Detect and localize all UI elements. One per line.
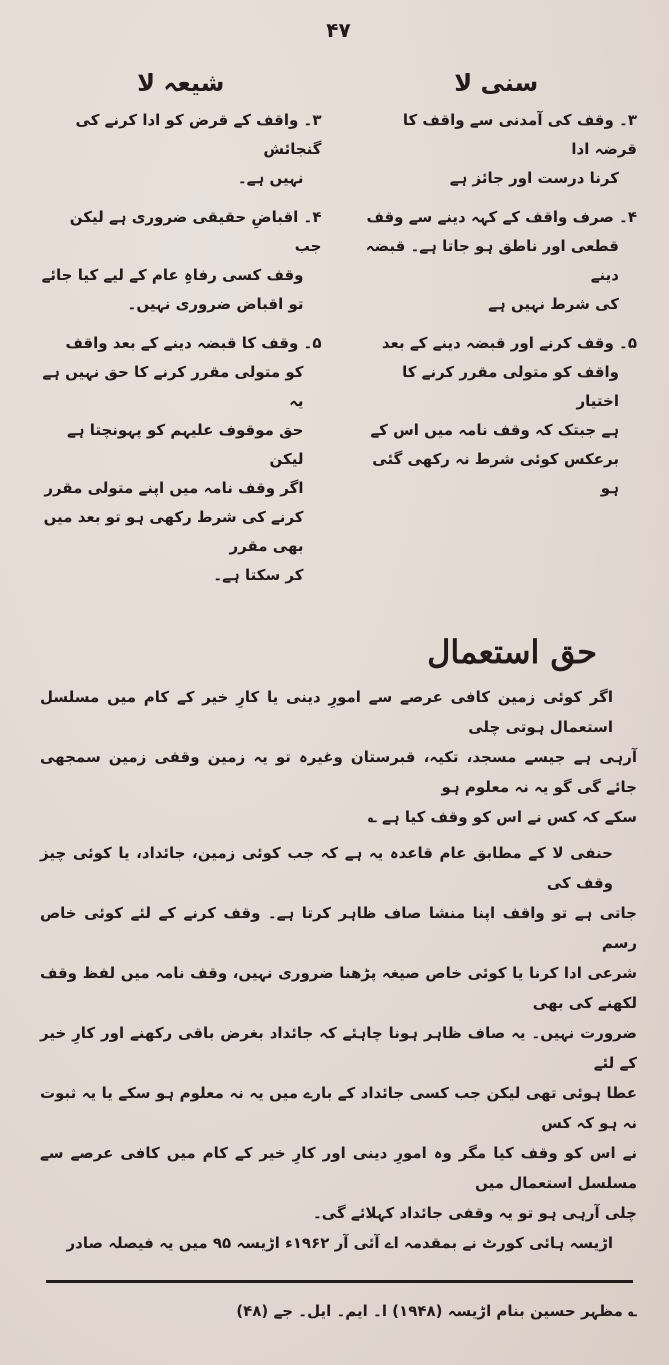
comparison-columns <box>40 66 637 590</box>
sunni-line: ۵۔ وقف کرنے اور قبضہ دینے کے بعد <box>381 334 637 352</box>
sunni-line: کی شرط نہیں ہے <box>488 295 619 313</box>
sunni-line: برعکس کوئی شرط نہ رکھی گئی ہو <box>372 450 619 497</box>
shia-line: تو اقباض ضروری نہیں۔ <box>127 295 304 313</box>
body-line: اگر کوئی زمین کافی عرصے سے امورِ دینی یا کارِ خیر کے کام میں مسلسل استعمال ہوتی چلی <box>40 688 613 736</box>
body-line: ضرورت نہیں۔ یہ صاف ظاہر ہونا چاہئے کہ جائداد بغرض باقی رکھنے اور کارِ خیر کے لئے <box>40 1024 637 1072</box>
shia-line: اگر وقف نامہ میں اپنے متولی مقرر <box>44 479 304 497</box>
body-line: عطا ہوئی تھی لیکن جب کسی جائداد کے بارے میں یہ نہ معلوم ہو سکے یا یہ ثبوت نہ ہو کہ کس <box>40 1084 637 1132</box>
shia-line: حق موقوف علیہم کو پہونچتا ہے لیکن <box>66 421 304 468</box>
sunni-line: ۳۔ وقف کی آمدنی سے واقف کا قرضہ ادا <box>402 111 637 158</box>
shia-line: ۳۔ واقف کے قرض کو ادا کرنے کی گنجائش <box>75 111 322 158</box>
body-line: اڑیسہ ہائی کورٹ نے بمقدمہ اے آئی آر ۱۹۶۲ء اڑیسہ ۹۵ میں یہ فیصلہ صادر <box>66 1234 613 1252</box>
shia-law-column <box>40 66 322 590</box>
footnote-divider <box>46 1280 633 1283</box>
sunni-line: ہے جبتک کہ وقف نامہ میں اس کے <box>370 421 619 439</box>
sunni-line: کرنا درست اور جائز ہے <box>449 169 619 187</box>
body-line: شرعی ادا کرنا یا کوئی خاص صیغہ پڑھنا ضروری نہیں، وقف نامہ میں لفظ وقف لکھنے کی بھی <box>40 964 637 1012</box>
section-body <box>40 682 637 1258</box>
body-line: آرہی ہے جیسے مسجد، تکیہ، قبرستان وغیرہ تو یہ زمین وقفی زمین سمجھی جائے گی گو یہ نہ معلوم ہو <box>40 748 637 796</box>
sunni-law-heading: سنی لا <box>454 69 539 97</box>
shia-line: ۵۔ وقف کا قبضہ دینے کے بعد واقف <box>65 334 322 352</box>
shia-law-heading: شیعہ لا <box>137 69 225 97</box>
sunni-line: قطعی اور ناطق ہو جاتا ہے۔ قبضہ دینے <box>365 237 619 284</box>
page-number: ۴۷ <box>326 18 351 42</box>
sunni-law-column <box>356 66 638 590</box>
sunni-line: ۴۔ صرف واقف کے کہہ دینے سے وقف <box>366 208 637 226</box>
shia-line: کر سکتا ہے۔ <box>213 566 304 584</box>
sunni-line: واقف کو متولی مقرر کرنے کا اختیار <box>402 363 619 410</box>
body-line: جاتی ہے تو واقف اپنا منشا صاف ظاہر کرتا ہے۔ وقف کرنے کے لئے کوئی خاص رسم <box>40 904 637 952</box>
shia-line: نہیں ہے۔ <box>237 169 304 187</box>
body-line: چلی آرہی ہو تو یہ وقفی جائداد کہلائے گی۔ <box>313 1204 637 1222</box>
body-line: نے اس کو وقف کیا مگر وہ امورِ دینی اور کارِ خیر کے کام میں کافی عرصے سے مسلسل استعمال میں <box>40 1144 637 1192</box>
shia-line: کو متولی مقرر کرنے کا حق نہیں ہے یہ <box>42 363 304 410</box>
body-line: سکے کہ کس نے اس کو وقف کیا ہے ؎ <box>368 808 637 826</box>
section-heading: حق استعمال <box>427 633 597 671</box>
shia-line: کرنے کی شرط رکھی ہو تو بعد میں بھی مقرر <box>43 508 304 555</box>
shia-line: وقف کسی رفاہِ عام کے لیے کیا جائے <box>41 266 304 284</box>
shia-line: ۴۔ اقباضِ حقیقی ضروری ہے لیکن جب <box>69 208 322 255</box>
body-line: حنفی لا کے مطابق عام قاعدہ یہ ہے کہ جب کوئی زمین، جائداد، یا کوئی چیز وقف کی <box>40 844 613 892</box>
footnote: ؎ مظہر حسین بنام اڑیسہ (۱۹۴۸) ا۔ ایم۔ ایل۔ جے (۴۸) <box>236 1302 637 1320</box>
